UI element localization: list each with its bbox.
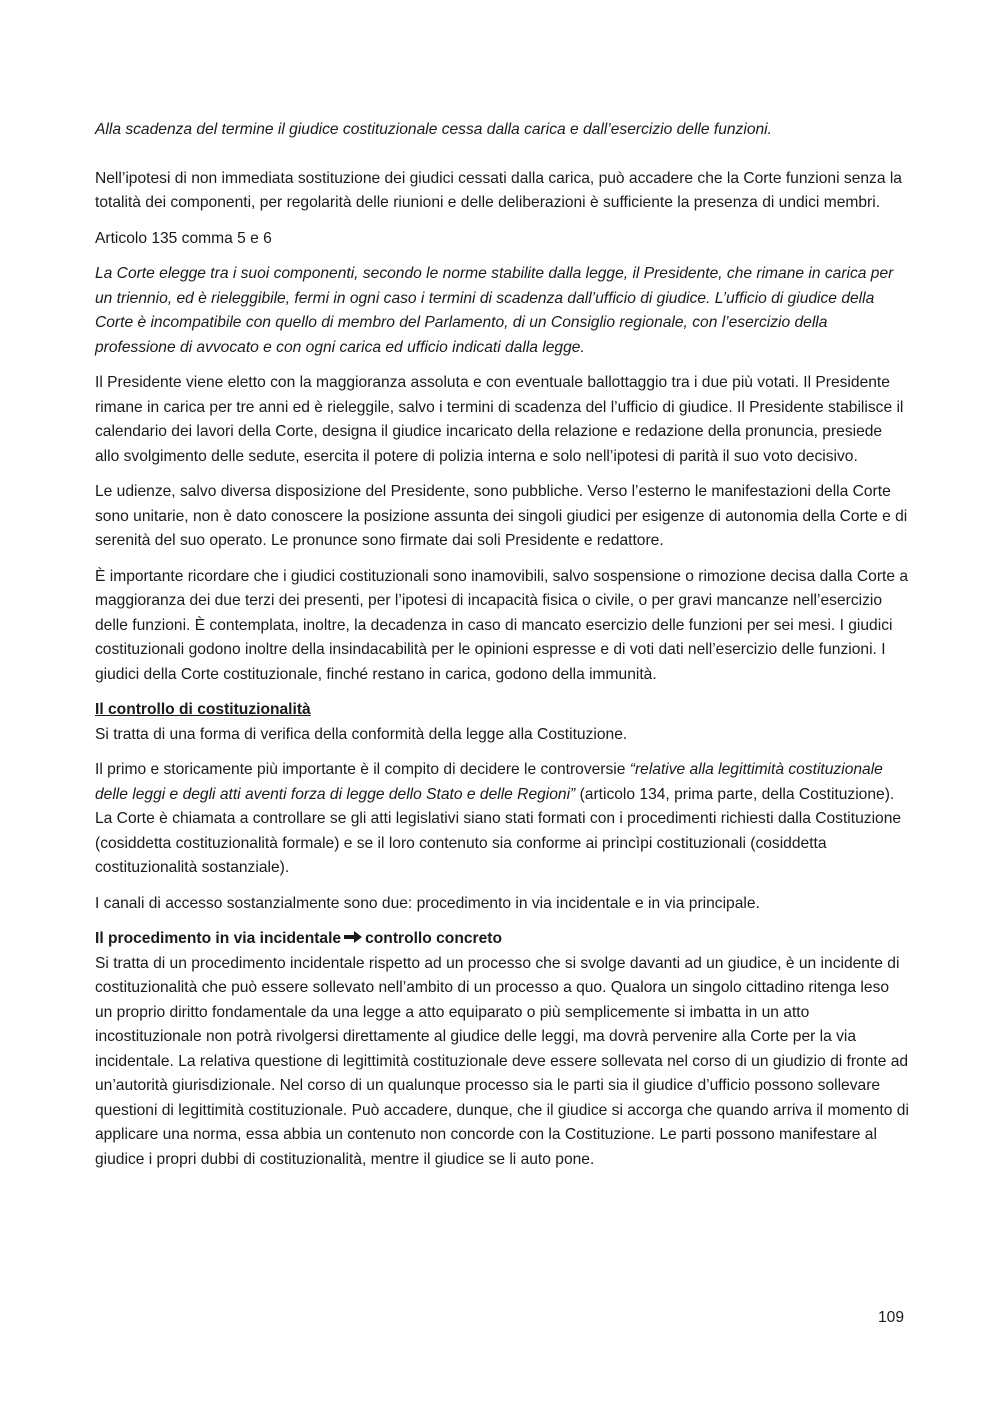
controversies-quote: “relative alla legittimità costituzionale delle leggi e degli atti aventi forza di legge dello Stato e delle Regioni” xyxy=(95,761,883,803)
paragraph-incidental-procedure: Si tratta di un procedimento incidentale rispetto ad un processo che si svolge davanti ad un giudice, è un incidente di costituzionalità che può essere sollevato nell’ambito di un processo a quo. Qualora un singolo cittadino ritenga leso un proprio diritto fondamentale da una legge a atto equiparato o più semplicemente si imbatta in un atto incostituzionale non potrà rivolgersi direttamente al giudice delle leggi, ma dovrà pervenire alla Corte per la via incidentale. La relativa questione di legittimità costituzionale deve essere sollevata nel corso di un giudizio di fronte ad un’autorità giurisdizionale. Nel corso di un qualunque processo sia le parti sia il giudice d’ufficio possono sollevare questioni di legittimità costituzionale. Può accadere, dunque, che il giudice si accorga che quando arriva il momento di applicare una norma, essa abbia un contenuto non concorde con la Costituzione. Le parti possono manifestare al giudice i propri dubbi di costituzionalità, mentre il giudice se li auto pone. xyxy=(95,954,909,1168)
paragraph-substitution: Nell’ipotesi di non immediata sostituzione dei giudici cessati dalla carica, può accadere che la Corte funzioni senza la totalità dei componenti, per regolarità delle riunioni e delle deliberazioni è sufficiente la presenza di undici membri. xyxy=(95,169,902,211)
heading-concrete-label: controllo concreto xyxy=(365,930,502,947)
document-page xyxy=(95,118,910,1172)
article-quote: La Corte elegge tra i suoi componenti, secondo le norme stabilite dalla legge, il Presidente, che rimane in carica per un triennio, ed è rieleggibile, fermi in ogni caso i termini di scadenza dall’ufficio di giudice. L’ufficio di giudice della Corte è incompatibile con quello di membro del Parlamento, di un Consiglio regionale, con l’esercizio della professione di avvocato e con ogni carica ed ufficio indicati dalla legge. xyxy=(95,265,894,356)
section-heading-control: Il controllo di costituzionalità xyxy=(95,701,311,718)
paragraph-hearings: Le udienze, salvo diversa disposizione del Presidente, sono pubbliche. Verso l’esterno le manifestazioni della Corte sono unitarie, non è dato conoscere la posizione assunta dei singoli giudici per esigenze di autonomia della Corte e di serenità del suo operato. Le pronunce sono firmate dai soli Presidente e redattore. xyxy=(95,483,908,549)
paragraph-president: Il Presidente viene eletto con la maggioranza assoluta e con eventuale ballottaggio tra i due più votati. Il Presidente rimane in carica per tre anni ed è rieleggile, salvo i termini di scadenza del l’ufficio di giudice. Il Presidente stabilisce il calendario dei lavori della Corte, designa il giudice incaricato della relazione e redazione della pronuncia, presiede allo svolgimento delle sedute, esercita il potere di polizia interna e solo nell’ipotesi di parità il suo voto decisivo. xyxy=(95,374,904,465)
article-reference: Articolo 135 comma 5 e 6 xyxy=(95,229,272,247)
paragraph-access-channels: I canali di accesso sostanzialmente sono due: procedimento in via incidentale e in via principale. xyxy=(95,894,760,912)
paragraph-irremovability: È importante ricordare che i giudici costituzionali sono inamovibili, salvo sospensione o rimozione decisa dalla Corte a maggioranza dei due terzi dei presenti, per l’ipotesi di incapacità fisica o civile, o per gravi mancanze nell’esercizio delle funzioni. È contemplata, inoltre, la decadenza in caso di mancato esercizio delle funzioni per sei mesi. I giudici costituzionali godono inoltre della insindacabilità per le opinioni espresse e di voti dati nell’esercizio delle funzioni. I giudici della Corte costituzionale, finché restano in carica, godono della immunità. xyxy=(95,567,909,683)
paragraph-definition: Si tratta di una forma di verifica della conformità della legge alla Costituzione. xyxy=(95,725,628,743)
controversies-text-start: Il primo e storicamente più importante è il compito di decidere le controversie xyxy=(95,761,630,778)
heading-incidental-label: Il procedimento in via incidentale xyxy=(95,930,342,947)
arrow-right-icon xyxy=(343,927,363,952)
section-heading-incidental xyxy=(95,927,910,952)
controversies-text-end: (articolo 134, prima parte, della Costituzione). La Corte è chiamata a controllare se gli atti legislativi siano stati formati con i procedimenti richiesti dalla Costituzione (cosiddetta costituzionalità formale) e se il loro contenuto sia conforme ai princìpi costituzionali (cosiddetta costituzionalità sostanziale). xyxy=(95,785,902,876)
paragraph-controversies xyxy=(95,758,910,881)
paragraph-term-expiry: Alla scadenza del termine il giudice costituzionale cessa dalla carica e dall’esercizio delle funzioni. xyxy=(95,121,772,138)
page-number: 109 xyxy=(877,1309,904,1326)
